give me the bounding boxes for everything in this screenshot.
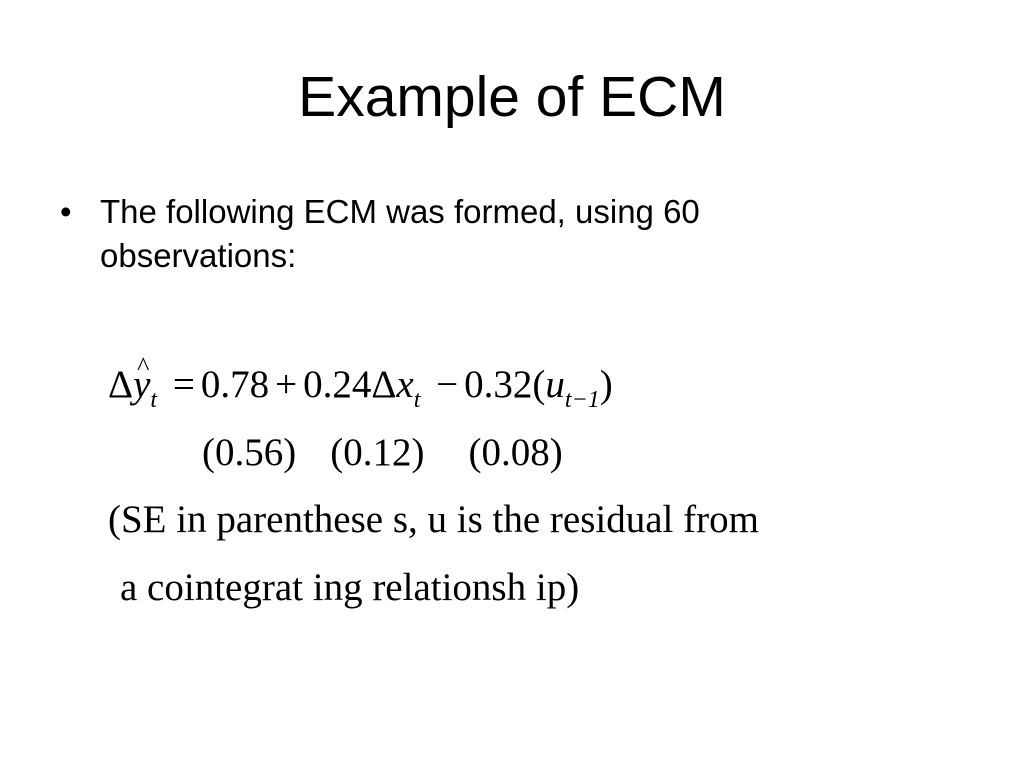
intercept-coefficient: 0.78 [200, 363, 270, 406]
x-variable: x [396, 363, 414, 406]
note-line-2: a cointegrat ing relationsh ip) [120, 566, 580, 609]
u-subscript: t−1 [564, 387, 600, 413]
se-intercept: (0.56) [202, 431, 297, 474]
bullet-text: The following ECM was formed, using 60 observations: [100, 193, 700, 274]
ecm-equation [108, 362, 613, 413]
ecm-coefficient: 0.32 [464, 363, 533, 406]
se-ecm: (0.08) [468, 431, 563, 474]
y-hat-variable: ^ y [133, 362, 150, 408]
note-line-1: (SE in parenthese s, u is the residual from [108, 498, 759, 541]
plus-sign: + [275, 363, 298, 406]
slide-title: Example of ECM [298, 65, 726, 129]
dx-coefficient: 0.24 [303, 363, 372, 406]
y-subscript: t [150, 387, 158, 413]
equals-sign: = [172, 363, 195, 406]
delta-symbol-x: Δ [371, 363, 397, 406]
close-paren: ) [599, 363, 613, 406]
bullet-mark: • [60, 193, 72, 230]
u-variable: u [545, 363, 565, 406]
se-dx: (0.12) [330, 431, 425, 474]
minus-sign: − [436, 363, 459, 406]
x-subscript: t [413, 387, 421, 413]
open-paren: ( [532, 363, 546, 406]
standard-errors-row [202, 430, 563, 476]
delta-symbol: Δ [108, 363, 134, 406]
